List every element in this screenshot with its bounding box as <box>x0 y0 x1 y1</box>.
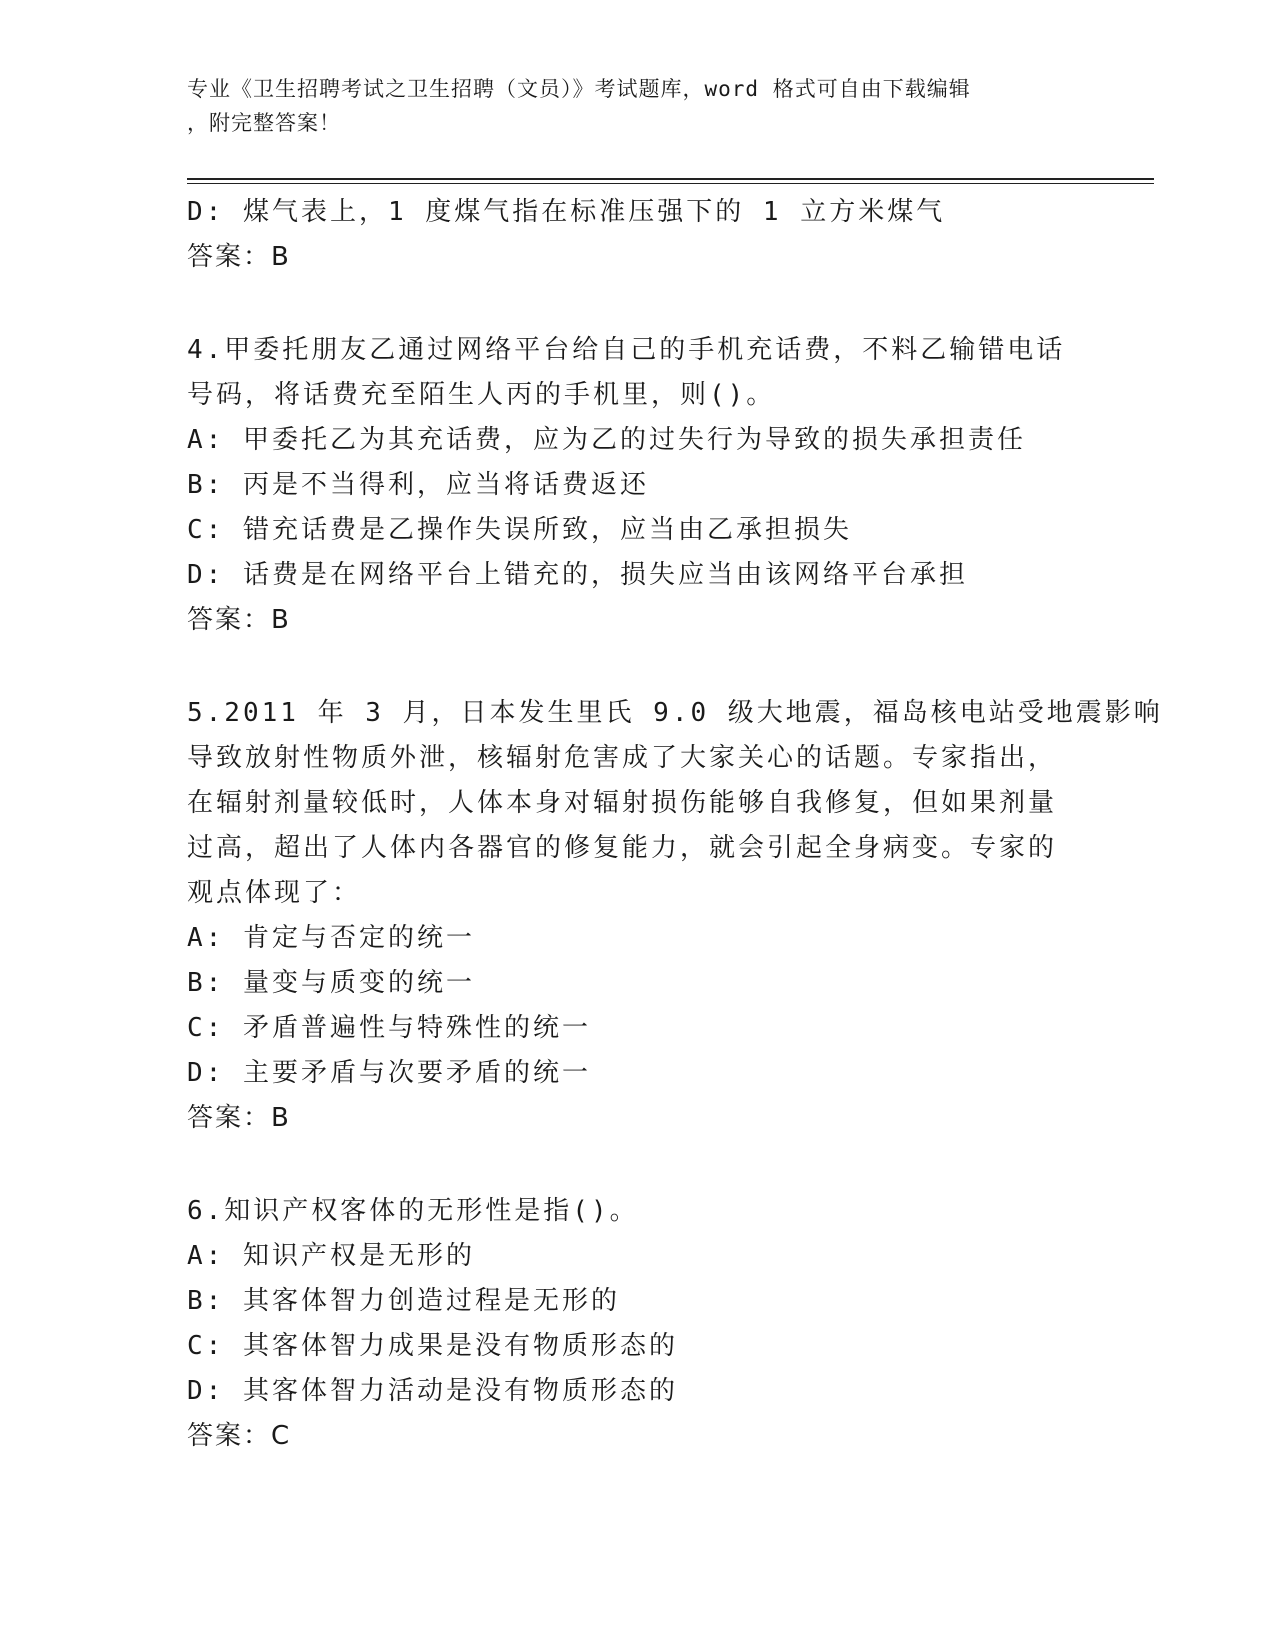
answer-line: 答案：B <box>187 605 291 635</box>
document-header <box>187 72 1067 140</box>
option-a: A: 知识产权是无形的 <box>187 1241 475 1271</box>
option-c: C: 矛盾普遍性与特殊性的统一 <box>187 1013 591 1043</box>
option-d: D: 话费是在网络平台上错充的，损失应当由该网络平台承担 <box>187 560 968 590</box>
option-d: D: 其客体智力活动是没有物质形态的 <box>187 1376 678 1406</box>
question-5 <box>187 691 1163 1141</box>
previous-question-tail <box>187 190 1087 280</box>
question-list <box>187 190 1163 1459</box>
option-d: D: 煤气表上，1 度煤气指在标准压强下的 1 立方米煤气 <box>187 197 946 227</box>
header-divider <box>187 178 1154 184</box>
option-b: B: 丙是不当得利，应当将话费返还 <box>187 470 649 500</box>
answer-line: 答案：B <box>187 242 291 272</box>
answer-line: 答案：B <box>187 1103 291 1133</box>
question-stem-line: 在辐射剂量较低时，人体本身对辐射损伤能够自我修复，但如果剂量 <box>187 788 1058 818</box>
option-b: B: 其客体智力创造过程是无形的 <box>187 1286 620 1316</box>
question-stem-line: 5.2011 年 3 月，日本发生里氏 9.0 级大地震，福岛核电站受地震影响 <box>187 698 1163 728</box>
option-a: A: 肯定与否定的统一 <box>187 923 475 953</box>
question-stem-line: 过高，超出了人体内各器官的修复能力，就会引起全身病变。专家的 <box>187 833 1058 863</box>
header-line-1: 专业《卫生招聘考试之卫生招聘（文员）》考试题库，word 格式可自由下载编辑 <box>187 77 971 101</box>
option-b: B: 量变与质变的统一 <box>187 968 475 998</box>
answer-line: 答案：C <box>187 1421 292 1451</box>
question-stem-line: 导致放射性物质外泄，核辐射危害成了大家关心的话题。专家指出， <box>187 743 1058 773</box>
question-stem-line: 观点体现了： <box>187 878 362 908</box>
header-line-2: ，附完整答案！ <box>187 111 341 135</box>
question-stem-line: 6.知识产权客体的无形性是指()。 <box>187 1196 639 1226</box>
question-4 <box>187 328 1087 643</box>
question-stem-line: 号码，将话费充至陌生人丙的手机里，则()。 <box>187 380 776 410</box>
option-d: D: 主要矛盾与次要矛盾的统一 <box>187 1058 591 1088</box>
question-6 <box>187 1189 1087 1459</box>
option-c: C: 其客体智力成果是没有物质形态的 <box>187 1331 678 1361</box>
question-stem-line: 4.甲委托朋友乙通过网络平台给自己的手机充话费，不料乙输错电话 <box>187 335 1066 365</box>
option-a: A: 甲委托乙为其充话费，应为乙的过失行为导致的损失承担责任 <box>187 425 1026 455</box>
option-c: C: 错充话费是乙操作失误所致，应当由乙承担损失 <box>187 515 852 545</box>
